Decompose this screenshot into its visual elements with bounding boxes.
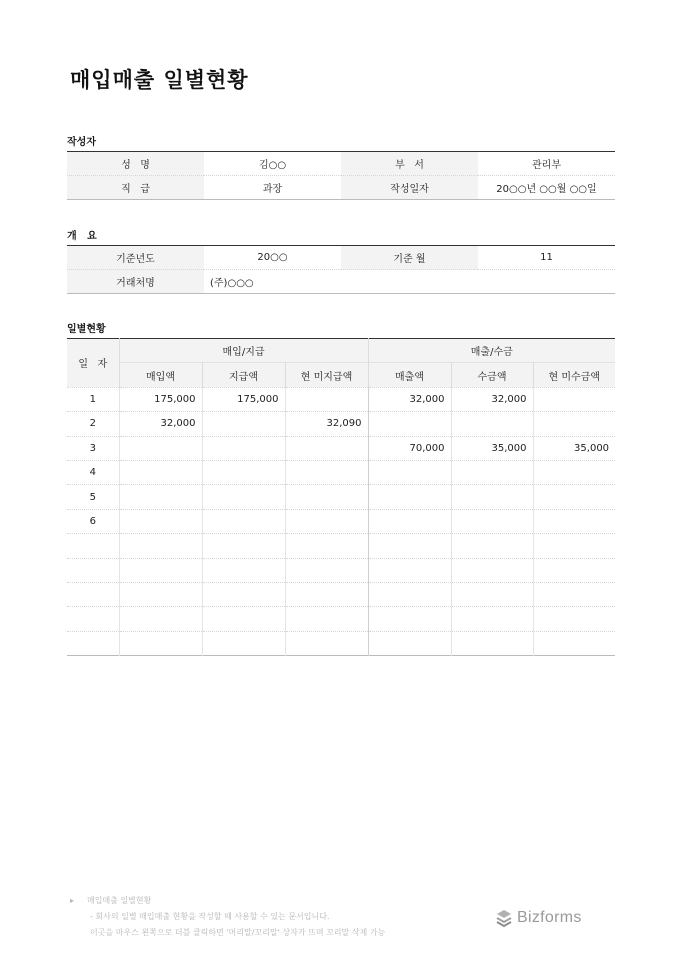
amount-cell[interactable] xyxy=(451,631,533,655)
base-year-label: 기준년도 xyxy=(67,246,204,270)
table-row xyxy=(67,582,615,606)
amount-cell[interactable] xyxy=(368,607,451,631)
day-cell[interactable] xyxy=(67,582,119,606)
col-collected-amount: 수금액 xyxy=(451,363,533,387)
amount-cell[interactable] xyxy=(533,534,615,558)
overview-section-label: 개 요 xyxy=(67,231,97,242)
document-title: 매입매출 일별현황 xyxy=(70,68,249,92)
amount-cell[interactable] xyxy=(285,436,368,460)
amount-cell[interactable] xyxy=(533,412,615,436)
table-row xyxy=(67,460,615,484)
table-row xyxy=(67,412,615,436)
day-cell[interactable]: 3 xyxy=(67,436,119,460)
department-value[interactable]: 관리부 xyxy=(532,160,561,171)
amount-cell[interactable] xyxy=(533,631,615,655)
amount-cell[interactable] xyxy=(533,607,615,631)
amount-cell[interactable] xyxy=(285,607,368,631)
amount-cell[interactable] xyxy=(368,412,451,436)
amount-cell[interactable]: 32,000 xyxy=(451,387,533,411)
amount-cell[interactable]: 32,090 xyxy=(285,412,368,436)
col-sales-amount: 매출액 xyxy=(368,363,451,387)
amount-cell[interactable] xyxy=(368,558,451,582)
table-row xyxy=(67,485,615,509)
amount-cell[interactable] xyxy=(202,436,285,460)
amount-cell[interactable] xyxy=(451,534,533,558)
amount-cell[interactable] xyxy=(119,436,202,460)
client-name-label: 거래처명 xyxy=(67,270,204,294)
table-row xyxy=(67,607,615,631)
table-row xyxy=(67,558,615,582)
day-cell[interactable] xyxy=(67,631,119,655)
sales-group-header: 매출/수금 xyxy=(368,339,615,363)
amount-cell[interactable] xyxy=(285,485,368,509)
table-row xyxy=(67,387,615,411)
footer-line-2: 이곳을 마우스 왼쪽으로 더블 클릭하면 '머리말/꼬리말' 상자가 뜨며 꼬리말 삭제 가능 xyxy=(90,928,386,937)
client-name-value[interactable]: (주)○○○ xyxy=(204,270,615,294)
amount-cell[interactable] xyxy=(451,412,533,436)
daily-status-table xyxy=(67,338,615,656)
amount-cell[interactable]: 70,000 xyxy=(368,436,451,460)
footer-bullet-icon: ▸ xyxy=(70,896,75,905)
overview-row-client xyxy=(67,270,615,294)
overview-row-year xyxy=(67,246,615,270)
daily-section-label: 일별현황 xyxy=(67,324,106,335)
col-uncollected-amount: 현 미수금액 xyxy=(533,363,615,387)
bizforms-logo-icon xyxy=(495,909,513,927)
bizforms-logo xyxy=(495,909,582,927)
amount-cell[interactable]: 32,000 xyxy=(119,412,202,436)
day-cell[interactable]: 6 xyxy=(67,509,119,533)
amount-cell[interactable] xyxy=(368,631,451,655)
col-unpaid-amount: 현 미지급액 xyxy=(285,363,368,387)
table-row xyxy=(67,534,615,558)
amount-cell[interactable] xyxy=(285,582,368,606)
amount-cell[interactable] xyxy=(368,509,451,533)
overview-table xyxy=(67,245,615,294)
amount-cell[interactable] xyxy=(451,485,533,509)
amount-cell[interactable]: 35,000 xyxy=(533,436,615,460)
amount-cell[interactable] xyxy=(451,582,533,606)
amount-cell[interactable] xyxy=(285,387,368,411)
amount-cell[interactable] xyxy=(119,607,202,631)
table-row xyxy=(67,436,615,460)
amount-cell[interactable] xyxy=(533,558,615,582)
col-paid-amount: 지급액 xyxy=(202,363,285,387)
rank-label: 직 급 xyxy=(67,176,204,200)
amount-cell[interactable] xyxy=(202,534,285,558)
col-purchase-amount: 매입액 xyxy=(119,363,202,387)
amount-cell[interactable] xyxy=(119,460,202,484)
date-label: 작성일자 xyxy=(341,176,478,200)
day-cell[interactable]: 5 xyxy=(67,485,119,509)
amount-cell[interactable] xyxy=(368,582,451,606)
amount-cell[interactable] xyxy=(451,607,533,631)
footer-note xyxy=(70,893,385,941)
day-cell[interactable]: 4 xyxy=(67,460,119,484)
amount-cell[interactable] xyxy=(533,509,615,533)
day-cell[interactable] xyxy=(67,607,119,631)
name-label: 성 명 xyxy=(67,152,204,176)
amount-cell[interactable] xyxy=(202,509,285,533)
base-year-value[interactable]: 20○○ xyxy=(257,252,288,263)
amount-cell[interactable] xyxy=(368,460,451,484)
table-row xyxy=(67,631,615,655)
name-value[interactable]: 김○○ xyxy=(258,160,287,171)
amount-cell[interactable] xyxy=(368,485,451,509)
amount-cell[interactable] xyxy=(202,607,285,631)
amount-cell[interactable] xyxy=(451,558,533,582)
amount-cell[interactable] xyxy=(119,485,202,509)
date-value[interactable]: 20○○년 ○○월 ○○일 xyxy=(478,176,615,200)
day-cell[interactable] xyxy=(67,534,119,558)
amount-cell[interactable] xyxy=(285,534,368,558)
amount-cell[interactable]: 175,000 xyxy=(202,387,285,411)
author-section-label: 작성자 xyxy=(67,137,96,148)
amount-cell[interactable] xyxy=(533,582,615,606)
day-cell[interactable] xyxy=(67,558,119,582)
amount-cell[interactable] xyxy=(202,631,285,655)
amount-cell[interactable]: 35,000 xyxy=(451,436,533,460)
amount-cell[interactable] xyxy=(533,387,615,411)
amount-cell[interactable] xyxy=(202,485,285,509)
bizforms-logo-text: Bizforms xyxy=(517,909,582,926)
base-month-value[interactable]: 11 xyxy=(540,252,553,263)
department-label: 부 서 xyxy=(341,152,478,176)
amount-cell[interactable] xyxy=(368,534,451,558)
amount-cell[interactable] xyxy=(285,631,368,655)
footer-line-1: - 회사의 일별 매입매출 현황을 작성할 때 사용할 수 있는 문서입니다. xyxy=(90,912,330,921)
amount-cell[interactable] xyxy=(119,534,202,558)
daily-header-row-columns xyxy=(67,363,615,387)
amount-cell[interactable] xyxy=(202,558,285,582)
amount-cell[interactable] xyxy=(451,460,533,484)
footer-title: 매입매출 일별현황 xyxy=(87,896,152,905)
day-header: 일 자 xyxy=(67,339,119,388)
amount-cell[interactable] xyxy=(285,460,368,484)
amount-cell[interactable] xyxy=(285,558,368,582)
amount-cell[interactable] xyxy=(119,558,202,582)
amount-cell[interactable] xyxy=(119,631,202,655)
amount-cell[interactable] xyxy=(202,412,285,436)
amount-cell[interactable] xyxy=(119,582,202,606)
amount-cell[interactable] xyxy=(202,460,285,484)
amount-cell[interactable] xyxy=(119,509,202,533)
amount-cell[interactable] xyxy=(202,582,285,606)
rank-value[interactable]: 과장 xyxy=(204,176,341,200)
daily-header-row-groups xyxy=(67,339,615,363)
amount-cell[interactable] xyxy=(451,509,533,533)
author-row-name xyxy=(67,152,615,176)
amount-cell[interactable]: 175,000 xyxy=(119,387,202,411)
day-cell[interactable]: 2 xyxy=(67,412,119,436)
amount-cell[interactable] xyxy=(533,460,615,484)
amount-cell[interactable] xyxy=(285,509,368,533)
table-row xyxy=(67,509,615,533)
author-row-rank xyxy=(67,176,615,200)
purchase-group-header: 매입/지급 xyxy=(119,339,368,363)
amount-cell[interactable]: 32,000 xyxy=(368,387,451,411)
base-month-label: 기준 월 xyxy=(341,246,478,270)
author-table xyxy=(67,151,615,200)
day-cell[interactable]: 1 xyxy=(67,387,119,411)
daily-table-body xyxy=(67,387,615,655)
amount-cell[interactable] xyxy=(533,485,615,509)
